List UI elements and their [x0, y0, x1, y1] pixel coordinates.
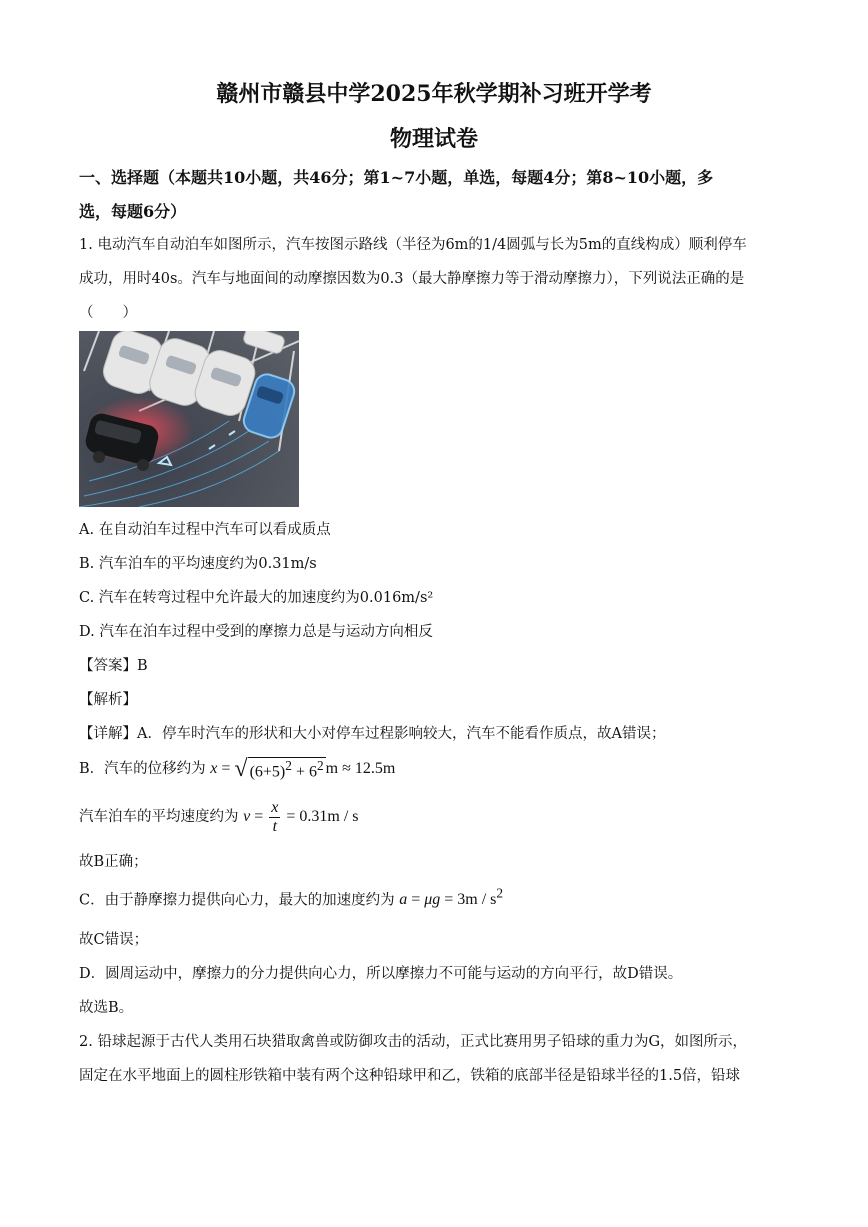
formula-result: m ≈ 12.5m: [325, 760, 396, 778]
parking-illustration: [79, 331, 299, 507]
displacement-formula: [210, 756, 396, 782]
detail-b-prefix: B．汽车的位移约为: [79, 761, 206, 778]
q1-detail-v: [79, 800, 799, 835]
formula-result: = 3m / s: [440, 891, 497, 909]
formula-v: v: [243, 808, 251, 826]
q1-detail-c: [79, 886, 799, 909]
q2-stem-line2: 固定在水平地面上的圆柱形铁箱中装有两个这种铅球甲和乙，铁箱的底部半径是铅球半径的1.5倍，铅球: [79, 1068, 741, 1084]
section-heading-line1: 一、选择题（本题共10小题，共46分；第1~7小题，单选，每题4分；第8~10小题，多: [79, 168, 714, 187]
q1-option-a: A. 在自动泊车过程中汽车可以看成质点: [79, 522, 331, 538]
velocity-formula: [243, 799, 359, 835]
q1-option-d: D. 汽车在泊车过程中受到的摩擦力总是与运动方向相反: [79, 624, 433, 640]
formula-exponent: 2: [496, 886, 504, 901]
formula-eq: =: [407, 891, 425, 909]
q1-final: 故选B。: [79, 1000, 134, 1016]
formula-result: = 0.31m / s: [282, 808, 359, 826]
exam-title: 赣州市赣县中学2025年秋学期补习班开学考: [216, 81, 652, 107]
q1-conclusion-c: 故C错误；: [79, 932, 149, 948]
q1-option-b: B. 汽车泊车的平均速度约为0.31m/s: [79, 556, 317, 572]
radicand-a: (6+5): [249, 763, 286, 781]
detail-v-prefix: 汽车泊车的平均速度约为: [79, 809, 239, 826]
q1-stem-line3: （ ）: [79, 305, 137, 321]
exponent-a: 2: [285, 758, 292, 774]
q1-stem-line1: 1. 电动汽车自动泊车如图所示，汽车按图示路线（半径为6m的1/4圆弧与长为5m的直线构成）顺利停车: [79, 237, 747, 253]
exponent-b: 2: [316, 758, 324, 774]
formula-mu-g: μg: [424, 891, 441, 909]
q1-detail-d: D．圆周运动中，摩擦力的分力提供向心力，所以摩擦力不可能与运动的方向平行，故D错误。: [79, 966, 683, 982]
fraction-numerator: x: [271, 799, 279, 816]
radicand-b: + 6: [291, 763, 317, 781]
q1-detail-a: 【详解】A．停车时汽车的形状和大小对停车过程影响较大，汽车不能看作质点，故A错误；: [79, 726, 666, 742]
radical-sign: √: [234, 756, 248, 782]
q1-stem-line2: 成功，用时40s。汽车与地面间的动摩擦因数为0.3（最大静摩擦力等于滑动摩擦力），下列说法正确的是: [79, 271, 745, 287]
parking-figure: [79, 331, 299, 507]
fraction-denominator: t: [272, 818, 278, 835]
formula-x: x: [210, 760, 218, 778]
radicand: [248, 757, 326, 781]
q1-detail-b: [79, 756, 799, 783]
detail-c-prefix: C．由于静摩擦力提供向心力，最大的加速度约为: [79, 892, 395, 909]
exam-subtitle: 物理试卷: [389, 126, 478, 152]
q2-stem-line1: 2. 铅球起源于古代人类用石块猎取禽兽或防御攻击的活动，正式比赛用男子铅球的重力为G，如图所示，: [79, 1034, 748, 1050]
acceleration-formula: [399, 886, 504, 909]
q1-option-c: C. 汽车在转弯过程中允许最大的加速度约为0.016m/s²: [79, 590, 434, 606]
sqrt-expression: [234, 756, 325, 783]
q1-analysis-label: 【解析】: [79, 692, 137, 708]
q1-answer: 【答案】B: [79, 658, 148, 674]
section-heading-line2: 选，每题6分）: [79, 202, 187, 221]
q1-conclusion-b: 故B正确；: [79, 854, 148, 870]
formula-eq: =: [217, 760, 235, 778]
fraction: [269, 800, 280, 835]
formula-eq: =: [250, 808, 268, 826]
formula-a: a: [399, 891, 408, 909]
